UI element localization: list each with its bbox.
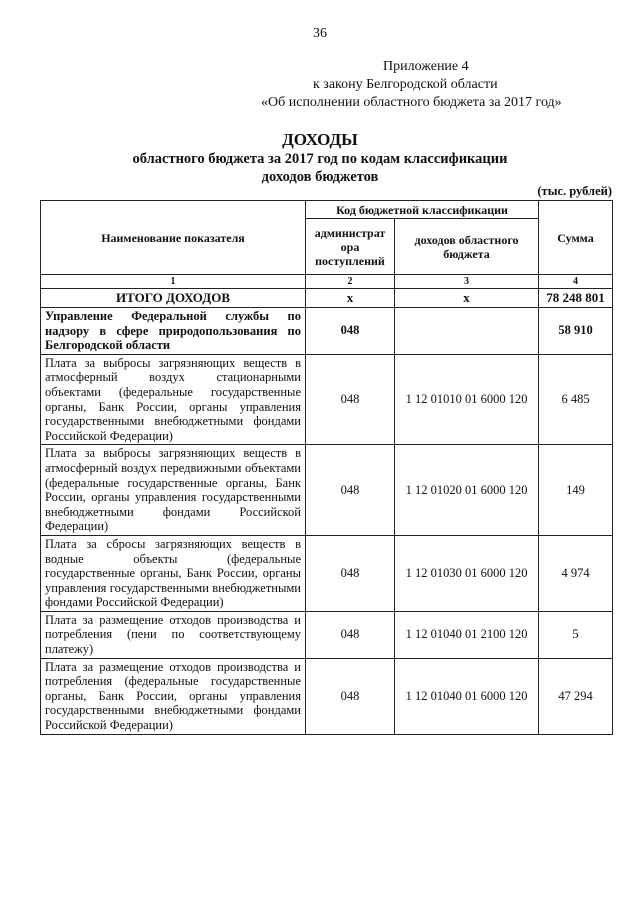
column-number: 3: [395, 275, 539, 289]
total-income: x: [395, 289, 539, 308]
row-admin-code: 048: [306, 308, 395, 355]
total-admin: x: [306, 289, 395, 308]
table-row: [41, 611, 613, 658]
row-income-code: 1 12 01040 01 2100 120: [395, 611, 539, 658]
column-number: 4: [539, 275, 613, 289]
row-sum: 4 974: [539, 535, 613, 611]
title-line-2: областного бюджета за 2017 год по кодам классификации: [132, 151, 508, 167]
header-income: доходов областного бюджета: [395, 219, 539, 275]
row-sum: 6 485: [539, 354, 613, 445]
row-admin-code: 048: [306, 658, 395, 734]
row-name: Управление Федеральной службы по надзору в сфере природопользования по Белгородской области: [41, 308, 306, 355]
column-number: 1: [41, 275, 306, 289]
table-row: [41, 445, 613, 536]
row-income-code: [395, 308, 539, 355]
row-name: Плата за размещение отходов производства и потребления (федеральные государственные органы, Банк России, органы управления государственными внебюджетными фондами Российской Федерации): [41, 658, 306, 734]
row-sum: 47 294: [539, 658, 613, 734]
appendix-line-1: Приложение 4: [383, 59, 469, 74]
table-row: [41, 308, 613, 355]
header-admin: администрат ора поступлений: [306, 219, 395, 275]
total-sum: 78 248 801: [539, 289, 613, 308]
table-row: [41, 354, 613, 445]
header-code-group: Код бюджетной классификации: [306, 201, 539, 219]
table-row: [41, 535, 613, 611]
row-income-code: 1 12 01040 01 6000 120: [395, 658, 539, 734]
column-number-row: [41, 275, 613, 289]
total-label: ИТОГО ДОХОДОВ: [41, 289, 306, 308]
title-line-3: доходов бюджетов: [261, 169, 379, 185]
row-name: Плата за выбросы загрязняющих веществ в атмосферный воздух передвижными объектами (федеральные государственные органы, Банк России, органы управления государственными внебюджетными фондами Российской Федерации): [41, 445, 306, 536]
header-name: Наименование показателя: [41, 201, 306, 275]
row-admin-code: 048: [306, 535, 395, 611]
units-label: (тыс. рублей): [537, 184, 612, 198]
column-number: 2: [306, 275, 395, 289]
row-income-code: 1 12 01020 01 6000 120: [395, 445, 539, 536]
page-number: 36: [313, 26, 327, 41]
row-sum: 149: [539, 445, 613, 536]
row-name: Плата за сбросы загрязняющих веществ в водные объекты (федеральные государственные органы, Банк России, органы управления государственными внебюджетными фондами Российской Федерации): [41, 535, 306, 611]
row-name: Плата за размещение отходов производства и потребления (пени по соответствующему платежу): [41, 611, 306, 658]
row-income-code: 1 12 01010 01 6000 120: [395, 354, 539, 445]
title-line-1: ДОХОДЫ: [282, 130, 358, 149]
table-row: [41, 658, 613, 734]
row-sum: 5: [539, 611, 613, 658]
row-sum: 58 910: [539, 308, 613, 355]
total-row: [41, 289, 613, 308]
appendix-line-3: «Об исполнении областного бюджета за 2017 год»: [261, 95, 562, 110]
appendix-line-2: к закону Белгородской области: [313, 77, 498, 92]
row-income-code: 1 12 01030 01 6000 120: [395, 535, 539, 611]
row-admin-code: 048: [306, 611, 395, 658]
appendix-block: [0, 58, 640, 112]
header-sum: Сумма: [539, 201, 613, 275]
document-title: [0, 130, 640, 186]
row-admin-code: 048: [306, 354, 395, 445]
row-name: Плата за выбросы загрязняющих веществ в атмосферный воздух стационарными объектами (федеральные государственные органы, Банк России, органы управления государственными внебюджетными фондами Российской Федерации): [41, 354, 306, 445]
income-table: [40, 200, 613, 735]
row-admin-code: 048: [306, 445, 395, 536]
